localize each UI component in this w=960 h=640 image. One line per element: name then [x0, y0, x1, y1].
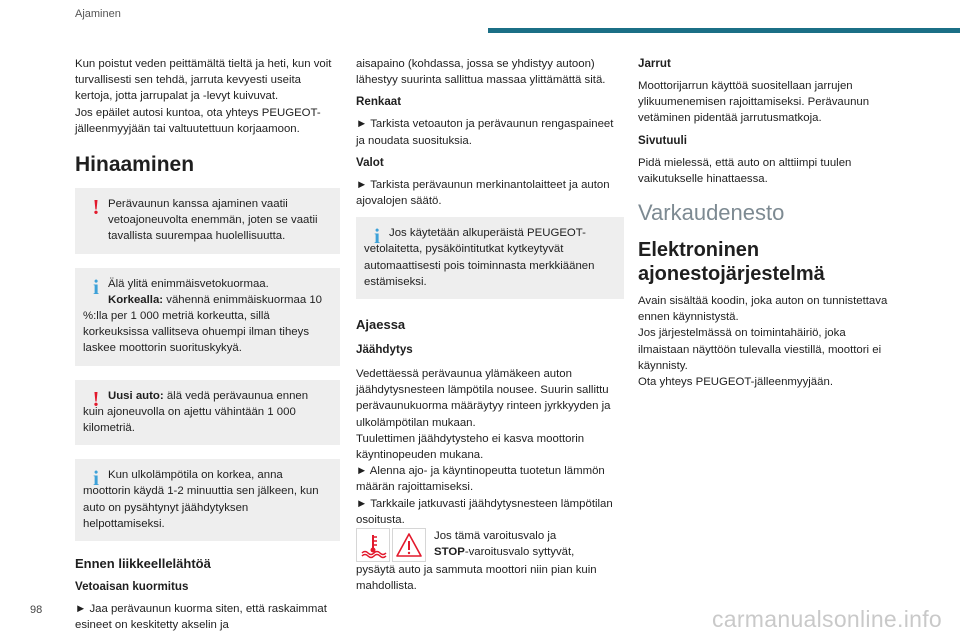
- warning-light-text-rest: -varoitusvalo syttyvät,: [464, 546, 575, 559]
- watermark: carmanualsonline.info: [711, 606, 942, 632]
- paragraph-malfunction: Jos järjestelmässä on toimintahäiriö, joka ilmaistaan näyttöön tulevalla viestillä, moottori ei käynnisty.: [638, 327, 882, 372]
- paragraph-drawbar: aisapaino (kohdassa, jossa se yhdistyy autoon) lähestyy suurinta sallittua massaa ylittämättä sitä.: [356, 58, 606, 87]
- subheading-lights: Valot: [356, 155, 384, 169]
- intro-paragraph: Kun poistut veden peittämältä tieltä ja heti, kun voit turvallisesti sen tehdä, jarruta kevyesti useita kertoja, jotta jarrupalat ja -levyt kuivuvat.: [75, 58, 332, 103]
- info-notice-temperature: [75, 459, 340, 541]
- bullet-reduce-speed: ► Alenna ajo- ja käyntinopeutta tuotetun lämmön määrän rajoittamiseksi.: [356, 465, 605, 494]
- warning-icon: !: [92, 195, 100, 220]
- paragraph-contact: Ota yhteys PEUGEOT-jälleenmyyjään.: [638, 376, 833, 389]
- notice-text: Jos käytetään alkuperäistä PEUGEOT-vetolaitetta, pysäköintitutkat kytkeytyvät automaattisesti pois toiminnasta merkkiäänen estämiseksi.: [364, 227, 595, 288]
- bullet-lights: ► Tarkista perävaunun merkinantolaitteet ja auton ajovalojen säätö.: [356, 178, 610, 208]
- warning-notice-new-car: [75, 380, 340, 446]
- bullet-text: ► Jaa perävaunun kuorma siten, että raskaimmat esineet on keskitetty akselin ja: [75, 603, 327, 632]
- paragraph-crosswind: Pidä mielessä, että auto on alttiimpi tuulen vaikutukselle hinattaessa.: [638, 156, 852, 185]
- info-icon: i: [93, 274, 99, 299]
- notice-text-rest: vähennä enimmäiskuormaa 10 %:lla per 1 000 metriä korkeutta, sillä korkeuksissa vallitseva ohuempi ilman tiheys laskee moottorin suorituskykyä.: [83, 293, 323, 355]
- notice-text: Älä ylitä enimmäisvetokuormaa.: [108, 277, 269, 290]
- info-icon: i: [374, 224, 380, 249]
- header-accent-bar: [488, 28, 960, 33]
- heading-hinaaminen: Hinaaminen: [75, 153, 195, 177]
- intro-paragraph-contact: Jos epäilet autosi kuntoa, ota yhteys PEUGEOT-jälleenmyyjään tai valtuutettuun korjaamoon.: [75, 106, 321, 135]
- notice-text-rest: älä vedä perävaunua ennen kuin ajoneuvolla on ajettu vähintään 1 000 kilometriä.: [83, 389, 309, 435]
- heading-anti-theft: Varkaudenesto: [638, 200, 785, 226]
- stop-label: STOP: [434, 546, 465, 559]
- warning-icon: !: [92, 386, 100, 411]
- stop-warning-icon: [392, 528, 426, 562]
- subheading-tyres: Renkaat: [356, 95, 402, 109]
- subheading-brakes: Jarrut: [638, 57, 671, 70]
- paragraph-fan: Tuulettimen jäähdytysteho ei kasva moottorin käyntinopeuden mukana.: [356, 432, 585, 462]
- page-number: 98: [30, 604, 43, 616]
- notice-text: [83, 388, 332, 437]
- heading-immobiliser: Elektroninen ajonestojärjestelmä: [638, 239, 825, 286]
- section-title: Ajaminen: [75, 8, 121, 20]
- info-notice-parking-sensors: [356, 217, 624, 299]
- paragraph-brakes: Moottorijarrun käyttöä suositellaan jarrujen ylikuumenemisen rajoittamiseksi. Perävaunun vetäminen pidentää jarrutusmatkoja.: [638, 80, 870, 125]
- paragraph-key-code: Avain sisältää koodin, joka auton on tunnistettava ennen käynnistystä.: [638, 295, 888, 324]
- subheading-while-driving: Ajaessa: [356, 317, 406, 333]
- info-notice-load: [75, 268, 340, 366]
- notice-text: [83, 292, 332, 357]
- subsubheading-cooling: Jäähdytys: [356, 343, 413, 357]
- warning-notice-trailer: [75, 188, 340, 254]
- column-left: [75, 56, 340, 633]
- subheading-before-start: Ennen liikkeellelähtöä: [75, 556, 211, 572]
- warning-light-text: Jos tämä varoitusvalo ja: [434, 530, 557, 543]
- subheading-crosswind: Sivutuuli: [638, 133, 687, 147]
- column-middle: [356, 56, 624, 594]
- warning-lights-row: [356, 528, 624, 562]
- paragraph-cooling: Vedettäessä perävaunua ylämäkeen auton jäähdytysnesteen lämpötila nousee. Suurin sallittu perävaunukuorma määräytyy rinteen jyrkkyyden ja ulkolämpötilan mukaan.: [356, 368, 611, 429]
- coolant-temperature-icon: [356, 528, 390, 562]
- column-right: [638, 56, 900, 390]
- notice-text: Perävaunun kanssa ajaminen vaatii vetoajoneuvolta enemmän, joten se vaatii tavallista suurempaa huolellisuutta.: [108, 198, 318, 243]
- bullet-tyres: ► Tarkista vetoauton ja perävaunun rengaspaineet ja noudata suosituksia.: [356, 118, 614, 147]
- bullet-monitor-temp: ► Tarkkaile jatkuvasti jäähdytysnesteen lämpötilan osoitusta.: [356, 497, 613, 526]
- info-icon: i: [93, 466, 99, 491]
- paragraph-stop-engine: pysäytä auto ja sammuta moottori niin pian kuin mahdollista.: [356, 564, 597, 593]
- notice-text: Kun ulkolämpötila on korkea, anna moottorin käydä 1-2 minuuttia sen jälkeen, kun auto on pysähtynyt jäähdytyksen helpottamiseksi.: [83, 469, 319, 530]
- notice-bold-label: Korkealla:: [108, 293, 164, 306]
- notice-bold-label: Uusi auto:: [108, 389, 164, 402]
- subsubheading-drawbar-load: Vetoaisan kuormitus: [75, 580, 189, 594]
